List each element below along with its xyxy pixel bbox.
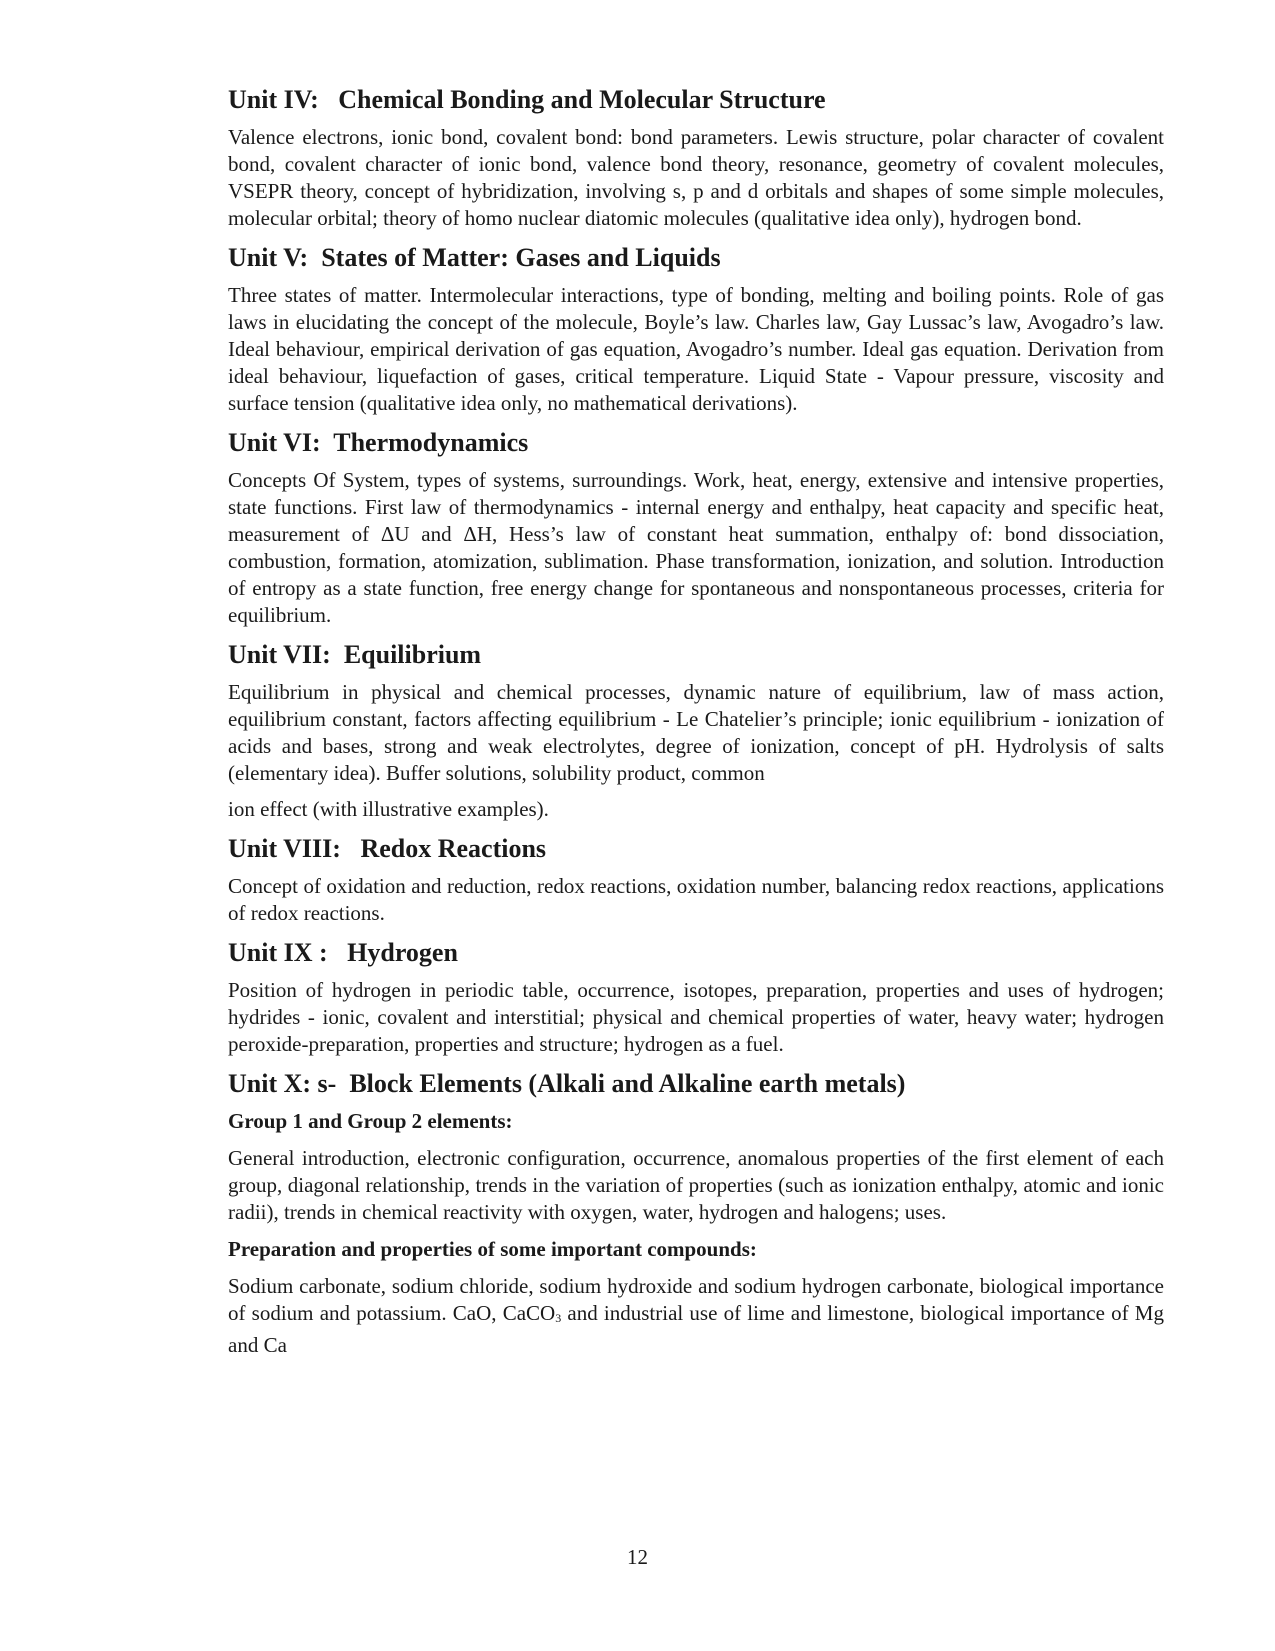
unit-x-heading: Unit X: s- Block Elements (Alkali and Alkaline earth metals) [228,1069,906,1098]
unit-vi-heading: Unit VI: Thermodynamics [228,428,529,457]
unit-vii-heading: Unit VII: Equilibrium [228,640,482,669]
unit-vii-section [228,639,1164,823]
unit-iv-text: Valence electrons, ionic bond, covalent bond: bond parameters. Lewis structure, polar character of covalent bond, covalent character of ionic bond, valence bond theory, resonance, geometry of covalent molecules, VSEPR theory, concept of hybridization, involving s, p and d orbitals and shapes of some simple molecules, molecular orbital; theory of homo nuclear diatomic molecules (qualitative idea only), hydrogen bond. [228,125,1164,230]
group-elements-heading: Group 1 and Group 2 elements: [228,1109,513,1133]
unit-iv-heading: Unit IV: Chemical Bonding and Molecular Structure [228,85,826,114]
group-elements-text: General introduction, electronic configuration, occurrence, anomalous properties of the first element of each group, diagonal relationship, trends in the variation of properties (such as ionization enthalpy, atomic and ionic radii), trends in chemical reactivity with oxygen, water, hydrogen and halogens; uses. [228,1146,1164,1224]
compounds-text-part1: Sodium carbonate, sodium chloride, sodium hydroxide and sodium hydrogen carbonate, biological importance of sodium and potassium. CaO, CaCO [228,1274,1164,1325]
unit-v-text: Three states of matter. Intermolecular interactions, type of bonding, melting and boiling points. Role of gas laws in elucidating the concept of the molecule, Boyle’s law. Charles law, Gay Lussac’s law, Avogadro’s law. Ideal behaviour, empirical derivation of gas equation, Avogadro’s number. Ideal gas equation. Derivation from ideal behaviour, liquefaction of gases, critical temperature. Liquid State - Vapour pressure, viscosity and surface tension (qualitative idea only, no mathematical derivations). [228,283,1164,415]
page-number: 12 [627,1545,648,1569]
compounds-subscript: 3 [555,1311,562,1325]
unit-vii-text: Equilibrium in physical and chemical processes, dynamic nature of equilibrium, law of mass action, equilibrium constant, factors affecting equilibrium - Le Chatelier’s principle; ionic equilibrium - ionization of acids and bases, strong and weak electrolytes, degree of ionization, concept of pH. Hydrolysis of salts (elementary idea). Buffer solutions, solubility product, common [228,680,1164,785]
compounds-text-part2: and industrial use of lime and limestone, biological importance of Mg and Ca [228,1301,1164,1357]
compounds-heading: Preparation and properties of some important compounds: [228,1237,757,1261]
unit-viii-heading: Unit VIII: Redox Reactions [228,834,547,863]
unit-vi-text: Concepts Of System, types of systems, surroundings. Work, heat, energy, extensive and intensive properties, state functions. First law of thermodynamics - internal energy and enthalpy, heat capacity and specific heat, measurement of ΔU and ΔH, Hess’s law of constant heat summation, enthalpy of: bond dissociation, combustion, formation, atomization, sublimation. Phase transformation, ionization, and solution. Introduction of entropy as a state function, free energy change for spontaneous and nonspontaneous processes, criteria for equilibrium. [228,468,1164,627]
compounds-text [228,1273,1164,1359]
unit-ix-section [228,937,1164,1058]
unit-iv-section [228,84,1164,232]
document-page [228,84,1164,1369]
unit-x-section [228,1068,1164,1359]
unit-vii-text-continued: ion effect (with illustrative examples). [228,797,549,821]
unit-v-heading: Unit V: States of Matter: Gases and Liquids [228,243,721,272]
unit-v-section [228,242,1164,417]
unit-ix-heading: Unit IX : Hydrogen [228,938,458,967]
unit-viii-section [228,833,1164,927]
unit-vi-section [228,427,1164,629]
unit-viii-text: Concept of oxidation and reduction, redox reactions, oxidation number, balancing redox reactions, applications of redox reactions. [228,874,1164,925]
unit-ix-text: Position of hydrogen in periodic table, occurrence, isotopes, preparation, properties and uses of hydrogen; hydrides - ionic, covalent and interstitial; physical and chemical properties of water, heavy water; hydrogen peroxide-preparation, properties and structure; hydrogen as a fuel. [228,978,1164,1056]
